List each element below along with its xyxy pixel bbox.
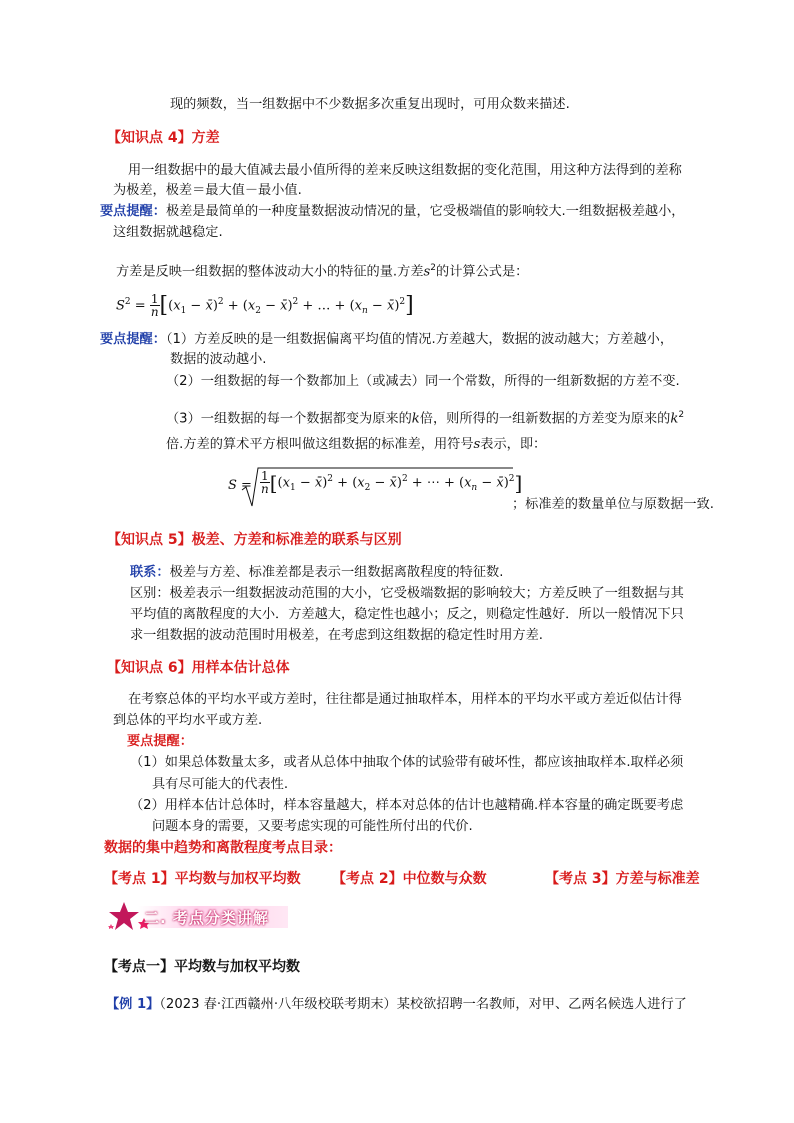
paragraph: 这组数据就越稳定. [113,225,223,240]
paragraph: 具有尽可能大的代表性. [152,777,289,792]
paragraph: （2）一组数据的每一个数都加上（或减去）同一个常数，所得的一组新数据的方差不变. [166,374,680,389]
paragraph: 在考察总体的平均水平或方差时，往往都是通过抽取样本，用样本的平均水平或方差近似估计得 [128,692,682,707]
tip-line: 要点提醒：（1）方差反映的是一组数据偏离平均值的情况.方差越大，数据的波动越大；方差越小， [100,332,674,347]
section-title: 二. 考点分类讲解 [144,909,269,927]
paragraph: 区别：极差表示一组数据波动范围的大小，它受极端数据的影响较大；方差反映了一组数据与其 [130,586,684,601]
paragraph: （2）用样本估计总体时，样本容量越大，样本对总体的估计也越精确.样本容量的确定既要考虑 [130,798,684,813]
tip-label: 要点提醒： [100,332,166,347]
paragraph: 用一组数据中的最大值减去最小值所得的差来反映这组数据的变化范围，用这种方法得到的差称 [128,163,682,178]
toc-item-2[interactable]: 【考点 2】中位数与众数 [332,871,487,887]
section-banner [104,900,284,934]
tip-label: 要点提醒： [127,734,193,749]
heading-k5: 【知识点 5】极差、方差和标准差的联系与区别 [107,532,402,548]
paragraph: （1）如果总体数量太多，或者从总体中抽取个体的试验带有破坏性，都应该抽取样本.取样必须 [130,755,684,770]
paragraph: 平均值的离散程度的大小．方差越大，稳定性也越小；反之，则稳定性越好．所以一般情况下只 [130,607,684,622]
toc-item-1[interactable]: 【考点 1】平均数与加权平均数 [104,871,301,887]
example-text: （2023 春·江西赣州·八年级校联考期末）某校欲招聘一名教师，对甲、乙两名候选人进行了 [159,997,687,1012]
heading-k4 [107,129,220,147]
example-tag: 【例 1】 [106,997,160,1012]
toc-title: 数据的集中趋势和离散程度考点目录： [104,840,342,856]
variance-line: 方差是反映一组数据的整体波动大小的特征的量.方差$s^2$的计算公式是： [116,263,529,280]
example-line [106,996,687,1014]
paragraph: 到总体的平均水平或方差. [113,713,263,728]
toc-item-3[interactable]: 【考点 3】方差与标准差 [545,871,700,887]
kaodian-title: 【考点一】平均数与加权平均数 [104,959,300,975]
heading-title: 方差 [191,130,220,146]
paragraph: （3）一组数据的每一个数据都变为原来的k倍，则所得的一组新数据的方差变为原来的$k^2$ [166,410,685,427]
tip-line [100,203,684,221]
tip-text: 极差是最简单的一种度量数据波动情况的量，它受极端值的影响较大.一组数据极差越小， [165,204,685,219]
paragraph: 数据的波动越小. [170,352,267,367]
tip-label: 要点提醒： [100,204,166,219]
paragraph: 问题本身的需要，又要考虑实现的可能性所付出的代价. [152,819,473,834]
variance-formula: $S^2$ = $\frac{1}{n}$ [($x_1$ − x̄)$^2$ + ($x_2$ − x̄)$^2$ + … + ($x_n$ − x̄)$^2$] [116,292,414,320]
heading-k6: 【知识点 6】用样本估计总体 [107,660,290,676]
paragraph: 为极差，极差＝最大值－最小值. [113,183,302,198]
paragraph: ；标准差的数量单位与原数据一致. [512,497,715,512]
heading-tag: 【知识点 4】 [107,130,192,146]
paragraph: 倍.方差的算术平方根叫做这组数据的标准差，用符号s表示，即： [166,437,547,452]
symbol-s: s [423,264,431,280]
paragraph: 联系：极差与方差、标准差都是表示一组数据离散程度的特征数. [130,565,504,580]
paragraph: 求一组数据的波动范围时用极差，在考虑到这组数据的稳定性时用方差. [130,628,544,643]
body-text: 现的频数，当一组数据中不少数据多次重复出现时，可用众数来描述. [170,97,570,112]
